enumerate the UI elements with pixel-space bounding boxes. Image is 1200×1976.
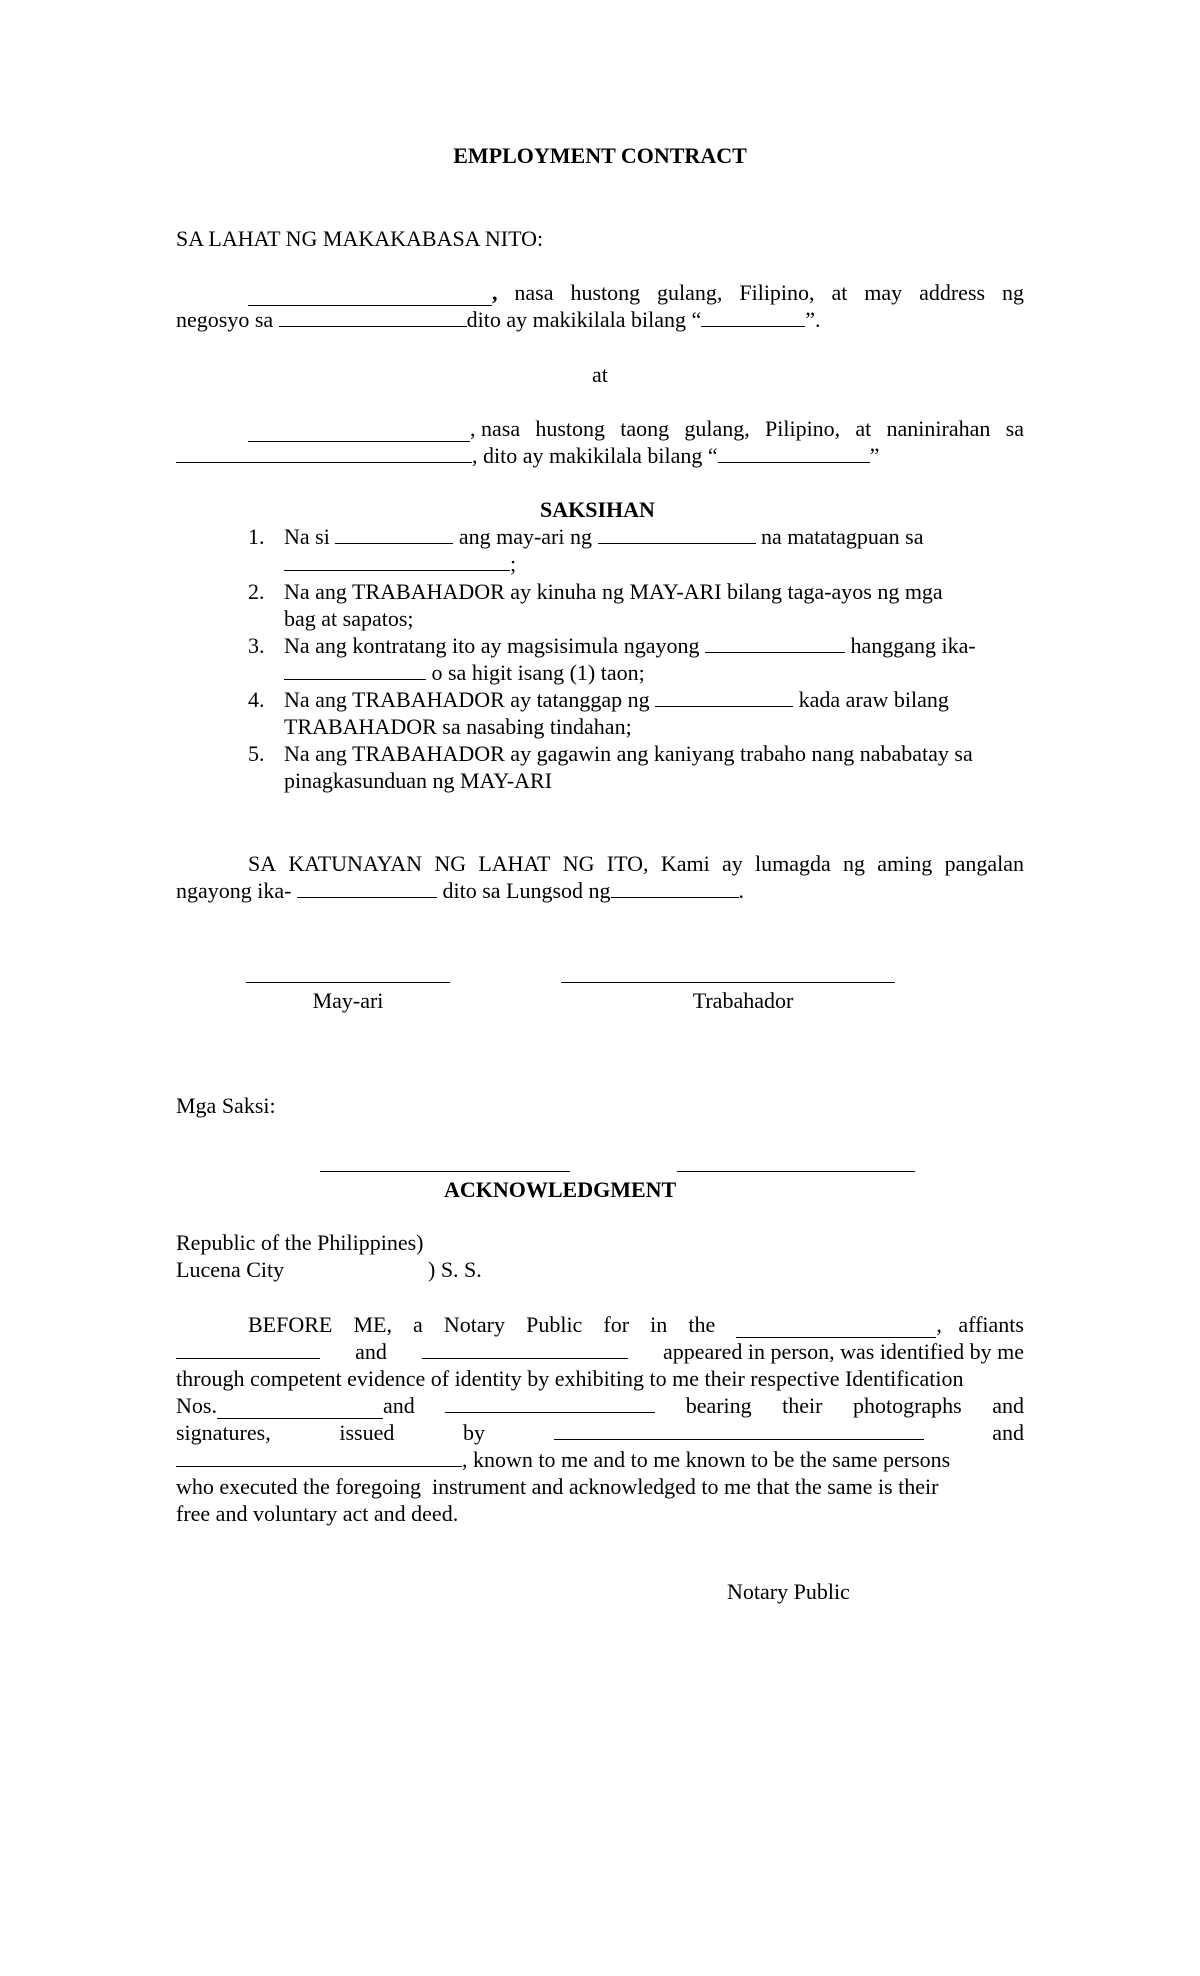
item-4-line1 <box>284 686 949 713</box>
ack-word: signatures, <box>176 1420 271 1445</box>
item-5-line1: Na ang TRABAHADOR ay gagawin ang kaniyang trabaho nang nababatay sa <box>284 741 973 766</box>
conjunction: at <box>592 362 608 387</box>
ack-affiant-1-blank <box>176 1338 320 1359</box>
party1-alias-blank <box>701 306 805 327</box>
ack-line2 <box>176 1338 1024 1365</box>
ack-word: the <box>688 1312 716 1337</box>
party1-word: nasa <box>514 280 554 305</box>
item-text: na matatagpuan sa <box>761 524 924 549</box>
witness-heading: SAKSIHAN <box>540 497 655 522</box>
party1-name-blank <box>248 279 498 306</box>
worker-signature-line <box>561 982 895 983</box>
testimony-word: ITO, <box>606 851 649 876</box>
party1-word: Filipino, <box>739 280 815 305</box>
party1-text: negosyo sa <box>176 307 274 332</box>
ack-line3: through competent evidence of identity by exhibiting to me their respective Identification <box>176 1366 964 1391</box>
ack-word: for <box>603 1312 630 1337</box>
party1-line2 <box>176 306 821 333</box>
ack-line5 <box>176 1419 1024 1446</box>
item-3-line2 <box>284 659 645 686</box>
party2-name-underline <box>248 421 470 442</box>
party1-text: ”. <box>805 307 821 332</box>
ack-id-2-blank <box>445 1392 655 1413</box>
testimony-word: SA <box>248 851 277 876</box>
item-text: ang may-ari ng <box>458 524 592 549</box>
party2-word: at <box>855 416 872 441</box>
ack-line7: who executed the foregoing instrument and acknowledged to me that the same is their <box>176 1474 939 1499</box>
party1-comma: , <box>492 280 498 305</box>
item-1-location-blank <box>284 550 510 571</box>
ack-word: issued <box>339 1420 395 1445</box>
ack-word: a <box>413 1312 423 1337</box>
party1-word: hustong <box>570 280 641 305</box>
party2-name-blank <box>248 415 520 442</box>
party2-line1 <box>248 415 1024 442</box>
testimony-word: lumagda <box>755 851 831 876</box>
item-text: o sa higit isang (1) taon; <box>431 660 645 685</box>
ack-word: and <box>992 1420 1024 1445</box>
ack-word: photographs <box>852 1393 962 1418</box>
item-text: Na ang TRABAHADOR ay tatanggap ng <box>284 687 650 712</box>
witnesses-label: Mga Saksi: <box>176 1093 276 1118</box>
testimony-word: pangalan <box>944 851 1024 876</box>
party1-line1 <box>248 279 1024 306</box>
venue-ss: ) S. S. <box>428 1257 482 1282</box>
party1-address-blank <box>279 306 467 327</box>
item-3-number: 3. <box>248 633 265 658</box>
party2-text: , dito ay makikilala bilang “ <box>472 443 718 468</box>
witness-2-signature-line <box>677 1171 915 1172</box>
item-text: kada araw bilang <box>798 687 949 712</box>
item-1-business-blank <box>598 523 756 544</box>
testimony-word: ng <box>843 851 866 876</box>
party2-word: , nasa <box>470 416 521 441</box>
testimony-text: dito sa Lungsod ng <box>442 878 611 903</box>
testimony-word: Kami <box>660 851 710 876</box>
item-1-name-blank <box>335 523 453 544</box>
testimony-word: KATUNAYAN <box>288 851 423 876</box>
ack-word: in <box>650 1312 668 1337</box>
ack-word: ME, <box>353 1312 392 1337</box>
testimony-word: NG <box>434 851 467 876</box>
item-5-number: 5. <box>248 741 265 766</box>
party1-word: ng <box>1002 280 1024 305</box>
item-text: ; <box>510 551 517 576</box>
testimony-word: LAHAT <box>478 851 551 876</box>
party2-word: hustong <box>535 416 606 441</box>
testimony-line1 <box>248 850 1024 877</box>
witness-1-signature-line <box>320 1171 570 1172</box>
item-4-line2: TRABAHADOR sa nasabing tindahan; <box>284 714 632 739</box>
ack-word: and <box>382 1393 415 1418</box>
item-1-line1 <box>284 523 924 550</box>
ack-line6 <box>176 1446 950 1473</box>
ack-word: and <box>355 1339 387 1364</box>
item-text: hanggang ika- <box>850 633 976 658</box>
ack-word: Nos. <box>176 1393 217 1418</box>
ack-word: BEFORE <box>248 1312 333 1337</box>
ack-issuer-blank <box>554 1419 924 1440</box>
ack-word: , known to me and to me known to be the same persons <box>462 1447 951 1472</box>
ack-line8: free and voluntary act and deed. <box>176 1501 459 1526</box>
party2-word: naninirahan <box>886 416 991 441</box>
item-3-line1 <box>284 632 976 659</box>
ack-word: Public <box>526 1312 583 1337</box>
ack-word: by <box>462 1420 485 1445</box>
testimony-text: ngayong ika- <box>176 878 292 903</box>
party2-word: sa <box>1005 416 1024 441</box>
ack-line4 <box>176 1392 1024 1419</box>
testimony-line2 <box>176 877 744 904</box>
worker-signature-label: Trabahador <box>692 988 794 1013</box>
party1-text: dito ay makikilala bilang “ <box>466 307 702 332</box>
ack-word: and <box>992 1393 1024 1418</box>
ack-word: , affiants <box>936 1312 1024 1337</box>
ack-id-1-blank <box>217 1398 383 1419</box>
testimony-word: aming <box>877 851 933 876</box>
party2-word: Pilipino, <box>765 416 841 441</box>
ack-place-blank <box>736 1317 936 1338</box>
item-text: Na si <box>284 524 330 549</box>
testimony-city-blank <box>611 877 739 898</box>
ack-word: Notary <box>443 1312 505 1337</box>
party1-name-underline <box>248 285 492 306</box>
item-3-end-blank <box>284 659 426 680</box>
party2-word: taong <box>620 416 670 441</box>
party1-word: address <box>919 280 986 305</box>
ack-issuer-cont-blank <box>176 1446 462 1467</box>
item-5-line2: pinagkasunduan ng MAY-ARI <box>284 768 553 793</box>
ack-affiant-2-blank <box>422 1338 628 1359</box>
owner-signature-line <box>246 982 450 983</box>
ack-word: bearing <box>685 1393 752 1418</box>
venue-city: Lucena City <box>176 1257 285 1282</box>
ack-word: their <box>782 1393 823 1418</box>
ack-id-group <box>176 1392 415 1419</box>
party2-line2 <box>176 442 879 469</box>
item-2-number: 2. <box>248 579 265 604</box>
ack-place-group <box>736 1311 1024 1338</box>
testimony-date-blank <box>297 877 437 898</box>
party1-word: gulang, <box>657 280 723 305</box>
party1-word: at <box>831 280 848 305</box>
notary-public-label: Notary Public <box>727 1579 850 1604</box>
item-3-start-blank <box>705 632 845 653</box>
item-1-number: 1. <box>248 524 265 549</box>
ack-line1 <box>248 1311 1024 1338</box>
item-2-line1: Na ang TRABAHADOR ay kinuha ng MAY-ARI bilang taga-ayos ng mga <box>284 579 943 604</box>
venue-line1: Republic of the Philippines) <box>176 1230 424 1255</box>
item-text: Na ang kontratang ito ay magsisimula ngayong <box>284 633 700 658</box>
testimony-word: ay <box>721 851 743 876</box>
document-title: EMPLOYMENT CONTRACT <box>453 143 747 168</box>
party2-alias-blank <box>718 442 870 463</box>
party1-word: may <box>864 280 903 305</box>
item-1-line2 <box>284 550 516 577</box>
item-2-line2: bag at sapatos; <box>284 606 414 631</box>
item-4-wage-blank <box>655 686 793 707</box>
salutation: SA LAHAT NG MAKAKABASA NITO: <box>176 226 544 251</box>
party2-word: gulang, <box>684 416 750 441</box>
owner-signature-label: May-ari <box>312 988 384 1013</box>
party2-text: ” <box>869 443 880 468</box>
testimony-word: NG <box>562 851 595 876</box>
testimony-text: . <box>738 878 745 903</box>
item-4-number: 4. <box>248 687 265 712</box>
party2-address-blank <box>176 442 472 463</box>
acknowledgment-heading: ACKNOWLEDGMENT <box>444 1177 677 1202</box>
ack-word: appeared in person, was identified by me <box>662 1339 1024 1364</box>
